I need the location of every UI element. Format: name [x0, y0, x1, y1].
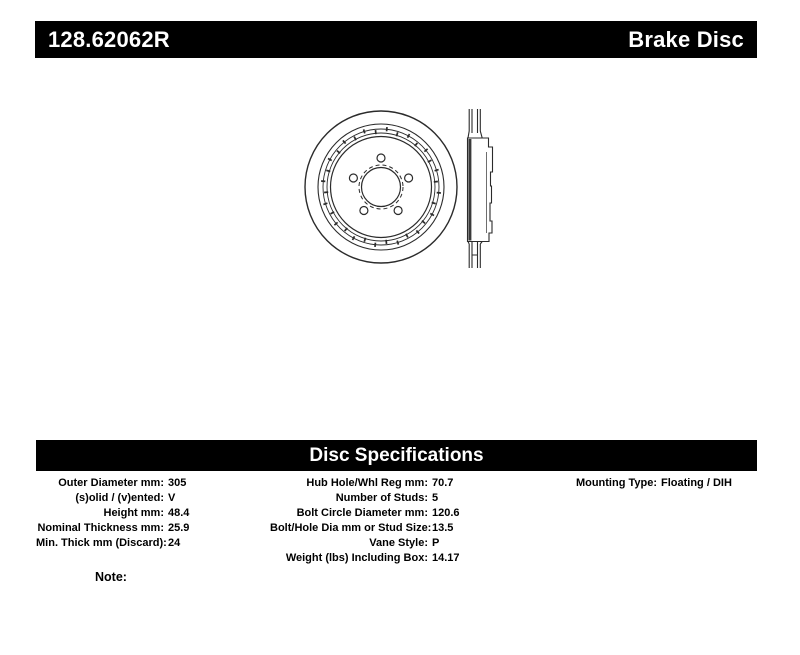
- spec-value: 25.9: [168, 522, 190, 534]
- spec-row: [36, 506, 276, 521]
- header-bar: [35, 21, 757, 58]
- product-title: Brake Disc: [628, 26, 744, 52]
- spec-row: [36, 536, 276, 551]
- spec-value: 305: [168, 477, 187, 489]
- spec-column-mounting: [540, 476, 790, 491]
- spec-row: [270, 506, 540, 521]
- spec-label: (s)olid / (v)ented:: [75, 492, 164, 504]
- spec-row: [270, 476, 540, 491]
- spec-label: Min. Thick mm (Discard):: [36, 537, 167, 549]
- spec-value: 5: [432, 492, 439, 504]
- spec-label: Height mm:: [103, 507, 164, 519]
- center-hole: [362, 168, 401, 207]
- spec-value: 70.7: [432, 477, 454, 489]
- spec-label: Hub Hole/Whl Reg mm:: [306, 477, 428, 489]
- spec-column-dimensions: [36, 476, 276, 551]
- spec-row: [270, 551, 540, 566]
- spec-label: Bolt Circle Diameter mm:: [296, 507, 428, 519]
- spec-label: Mounting Type:: [575, 477, 657, 489]
- hub-register-dashed-circle: [359, 165, 403, 209]
- spec-row: [270, 491, 540, 506]
- spec-section-title: Disc Specifications: [309, 444, 484, 466]
- spec-value: 14.17: [432, 552, 460, 564]
- spec-row: [36, 491, 276, 506]
- spec-row: [36, 521, 276, 536]
- spec-value: P: [432, 537, 440, 549]
- brake-disc-cross-section-icon: [468, 109, 493, 268]
- spec-row: [270, 536, 540, 551]
- spec-value: 120.6: [432, 507, 460, 519]
- note-label: Note:: [95, 570, 127, 584]
- spec-row: [270, 521, 540, 536]
- stud-holes: [349, 154, 412, 215]
- part-number: 128.62062R: [48, 26, 170, 52]
- spec-row: [36, 476, 276, 491]
- spec-label: Vane Style:: [369, 537, 428, 549]
- spec-value: 24: [168, 537, 181, 549]
- brake-disc-front-view-icon: [305, 111, 457, 263]
- spec-value: V: [168, 492, 176, 504]
- spec-label: Weight (lbs) Including Box:: [285, 552, 428, 564]
- spec-label: Outer Diameter mm:: [58, 477, 164, 489]
- spec-label: Number of Studs:: [335, 492, 428, 504]
- spec-column-hub-studs: [270, 476, 540, 566]
- spec-value: 13.5: [432, 522, 454, 534]
- spec-value: 48.4: [168, 507, 190, 519]
- spec-label: Nominal Thickness mm:: [37, 522, 164, 534]
- spec-row: [540, 476, 790, 491]
- spec-section-header: [36, 440, 757, 471]
- spec-value: Floating / DIH: [661, 477, 732, 489]
- spec-label: Bolt/Hole Dia mm or Stud Size:: [270, 522, 432, 534]
- drill-marks: [321, 127, 441, 247]
